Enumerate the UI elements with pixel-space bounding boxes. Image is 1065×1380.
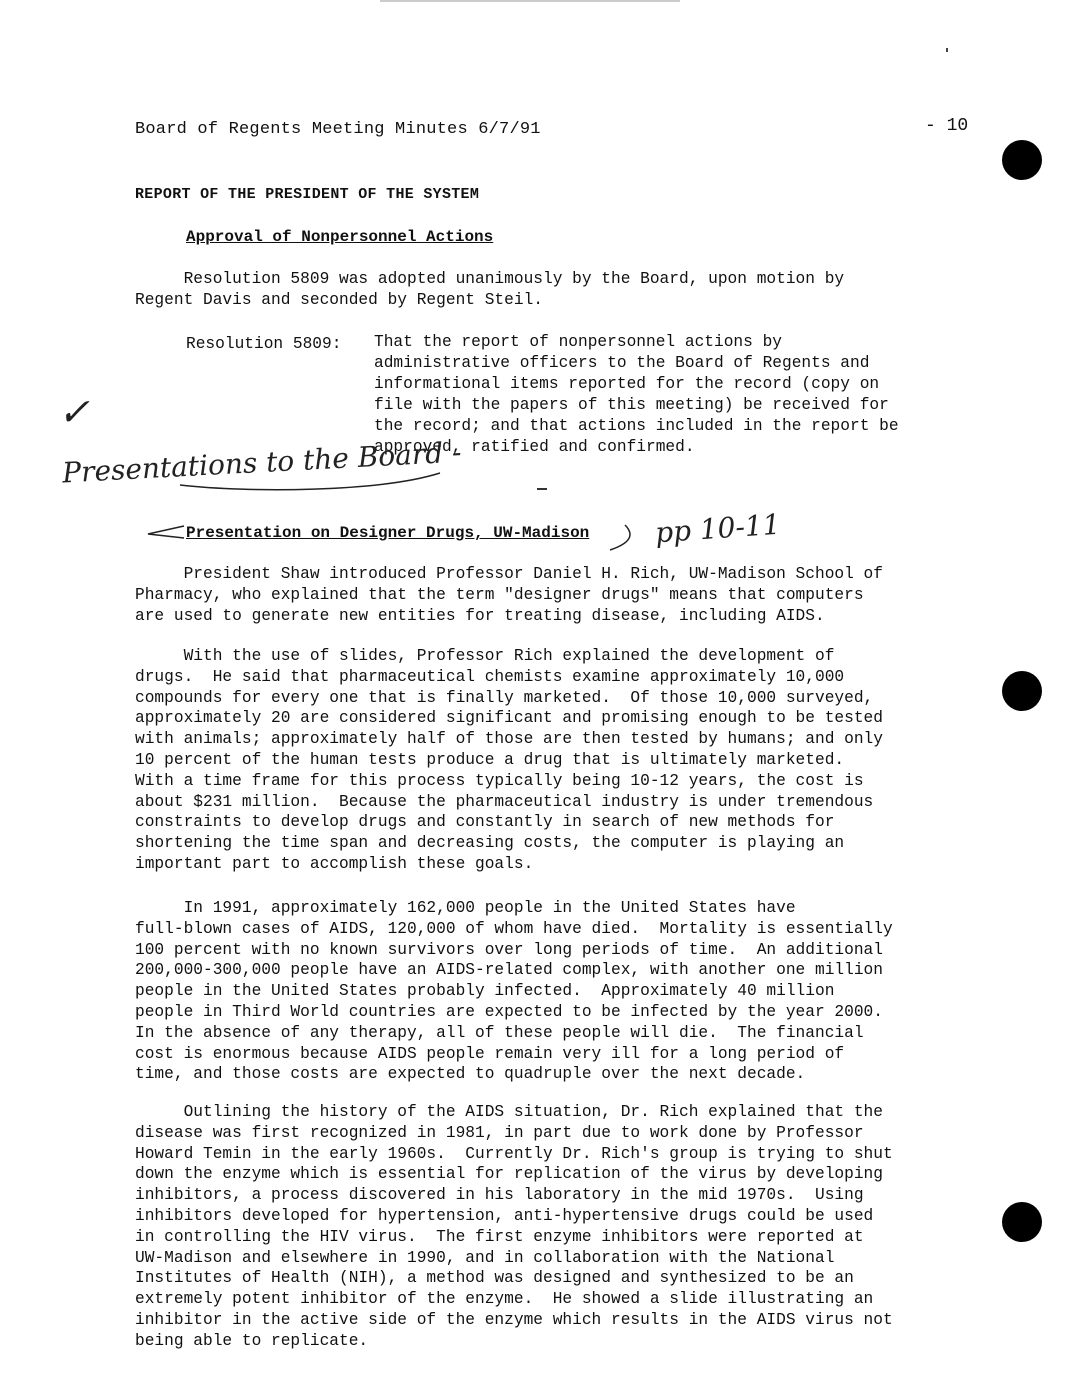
- page-number: - 10: [925, 116, 969, 136]
- subsection-heading-nonpersonnel: Approval of Nonpersonnel Actions: [186, 228, 494, 246]
- handwritten-checkmark: ✓: [58, 390, 90, 434]
- paragraph-aids-statistics: In 1991, approximately 162,000 people in the United States have full-blown cases of AIDS, 120,000 of whom have died. Mortality is essentially 100 percent with no known survivors over long periods of time. An additional 200,000-300,000 people have an AIDS-related complex, with another one million people in the United States probably infected. Approximately 40 million people in Third World countries are expected to be infected by the year 2000. In the absence of any therapy, all of these people will die. The financial cost is enormous because AIDS people remain very ill for a long period of time, and those costs are expected to quadruple over the next decade.: [135, 899, 893, 1084]
- paragraph-drug-development: With the use of slides, Professor Rich explained the development of drugs. He said that pharmaceutical chemists examine approximately 10,000 compounds for every one that is finally marketed. Of those 10,000 surveyed, approximately 20 are considered significant and promising enough to be tested with animals; approximately half of those are then tested by humans; and only 10 percent of the human tests produce a drug that is ultimately marketed. With a time frame for this process typically being 10-12 years, the cost is about $231 million. Because the pharmaceutical industry is under tremendous constraints to develop drugs and constantly in search of new methods for shortening the time span and decreasing costs, the computer is playing an important part to accomplish these goals.: [135, 647, 883, 873]
- subsection-heading-designer-drugs: Presentation on Designer Drugs, UW-Madison: [186, 524, 590, 542]
- paragraph-introduction: President Shaw introduced Professor Daniel H. Rich, UW-Madison School of Pharmacy, who explained that the term "designer drugs" means that computers are used to generate new entities for treating disease, including AIDS.: [135, 565, 883, 625]
- handwritten-note: Presentations to the Board -: [61, 435, 463, 490]
- resolution-label: Resolution 5809:: [186, 335, 342, 353]
- section-title: REPORT OF THE PRESIDENT OF THE SYSTEM: [135, 186, 480, 203]
- handwritten-page-ref: pp 10-11: [654, 507, 782, 550]
- paragraph-aids-history: Outlining the history of the AIDS situation, Dr. Rich explained that the disease was first recognized in 1981, in part due to work done by Professor Howard Temin in the early 1960s. Currently Dr. Rich's group is trying to shut down the enzyme which is essential for replication of the virus by developing inhibitors, a process discovered in his laboratory in the mid 1970s. Using inhibitors developed for hypertension, anti-hypertensive drugs could be used in controlling the HIV virus. The first enzyme inhibitors were reported at UW-Madison and elsewhere in 1990, and in collaboration with the National Institutes of Health (NIH), a method was designed and synthesized to be an extremely potent inhibitor of the enzyme. He showed a slide illustrating an inhibitor in the active side of the enzyme which results in the AIDS virus not being able to replicate.: [135, 1103, 893, 1350]
- document-header: Board of Regents Meeting Minutes 6/7/91: [135, 120, 541, 139]
- stray-dash: [537, 488, 547, 490]
- resolution-text: That the report of nonpersonnel actions by administrative officers to the Board of Regents and informational items reported for the record (copy on file with the papers of this meeting) be received for the record; and that actions included in the report be approved, ratified and confirmed.: [374, 333, 899, 456]
- resolution-intro-paragraph: Resolution 5809 was adopted unanimously by the Board, upon motion by Regent Davis and seconded by Regent Steil.: [135, 270, 845, 309]
